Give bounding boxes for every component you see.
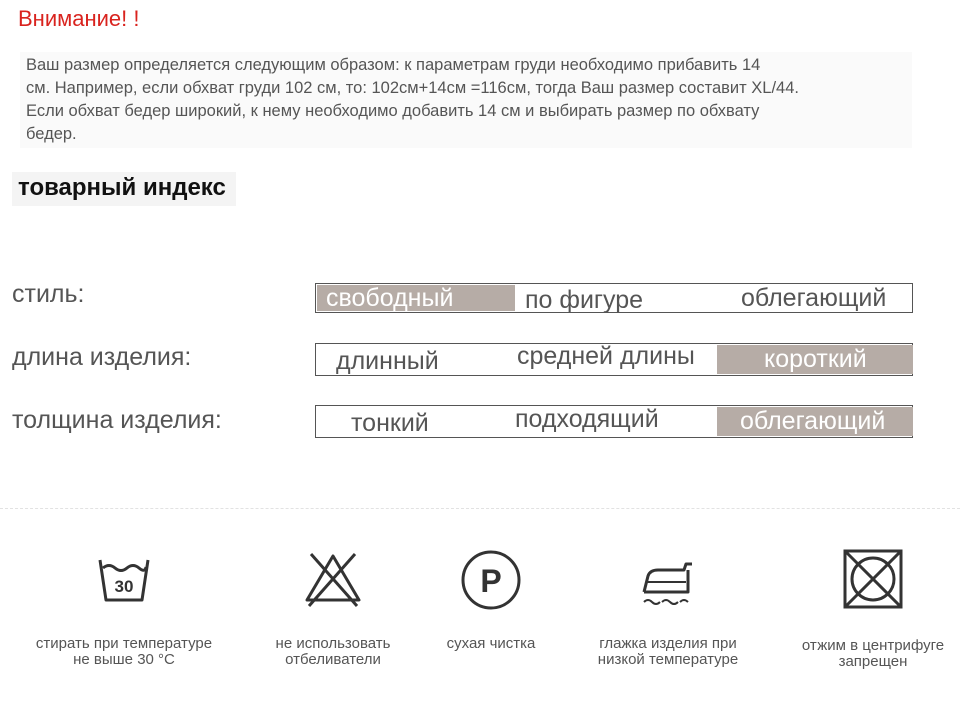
style-option-fitted: по фигуре bbox=[525, 286, 644, 314]
length-label: длина изделия: bbox=[12, 343, 192, 371]
warning-title: Внимание! ! bbox=[18, 6, 140, 31]
wash-30-icon bbox=[92, 546, 156, 610]
care-item-dryclean bbox=[396, 536, 586, 652]
wash-temperature-number: 30 bbox=[114, 577, 134, 596]
care-label-iron bbox=[573, 636, 763, 668]
care-label-line: сухая чистка bbox=[446, 635, 536, 652]
length-scale bbox=[315, 343, 913, 376]
size-note bbox=[20, 52, 912, 148]
style-option-loose: свободный bbox=[326, 284, 454, 312]
no-bleach-icon bbox=[301, 546, 365, 610]
size-note-line: Ваш размер определяется следующим образом: к параметрам груди необходимо прибавить 14 bbox=[26, 56, 761, 74]
care-label-line: отжим в центрифуге bbox=[801, 637, 945, 654]
size-note-line: бедер. bbox=[26, 125, 77, 143]
care-label-dryclean bbox=[396, 636, 586, 652]
thickness-option-tight: облегающий bbox=[740, 407, 886, 435]
care-item-wash bbox=[29, 536, 219, 668]
iron-low-icon bbox=[636, 546, 700, 610]
care-label-tumble bbox=[778, 638, 960, 670]
thickness-option-suitable: подходящий bbox=[515, 405, 659, 433]
dry-clean-letter: P bbox=[480, 563, 502, 599]
length-option-medium: средней длины bbox=[517, 342, 695, 370]
care-item-tumble bbox=[778, 536, 960, 670]
no-tumble-dry-icon bbox=[840, 546, 906, 612]
thickness-label: толщина изделия: bbox=[12, 406, 222, 434]
product-index-heading: товарный индекс bbox=[12, 172, 236, 206]
thickness-option-thin: тонкий bbox=[351, 409, 429, 437]
section-divider bbox=[0, 508, 960, 509]
care-label-line: запрещен bbox=[838, 653, 908, 670]
style-option-tight: облегающий bbox=[741, 284, 887, 312]
care-label-line: низкой температуре bbox=[597, 651, 739, 668]
size-note-line: см. Например, если обхват груди 102 см, то: 102см+14см =116см, тогда Ваш размер составит XL/44. bbox=[26, 79, 799, 97]
dry-clean-p-icon bbox=[459, 546, 523, 610]
length-option-long: длинный bbox=[336, 347, 439, 375]
size-note-line: Если обхват бедер широкий, к нему необходимо добавить 14 см и выбирать размер по обхвату bbox=[26, 102, 760, 120]
care-instructions bbox=[0, 536, 960, 720]
style-scale bbox=[315, 283, 913, 313]
care-label-line: стирать при температуре bbox=[35, 635, 213, 652]
style-label: стиль: bbox=[12, 280, 85, 308]
care-item-iron bbox=[573, 536, 763, 668]
care-label-line: не использовать bbox=[275, 635, 391, 652]
length-option-short: короткий bbox=[764, 345, 867, 373]
care-label-line: отбеливатели bbox=[285, 651, 381, 668]
care-label-line: не выше 30 °C bbox=[73, 651, 175, 668]
thickness-scale bbox=[315, 405, 913, 438]
care-label-wash bbox=[29, 636, 219, 668]
care-label-line: глажка изделия при bbox=[599, 635, 737, 652]
